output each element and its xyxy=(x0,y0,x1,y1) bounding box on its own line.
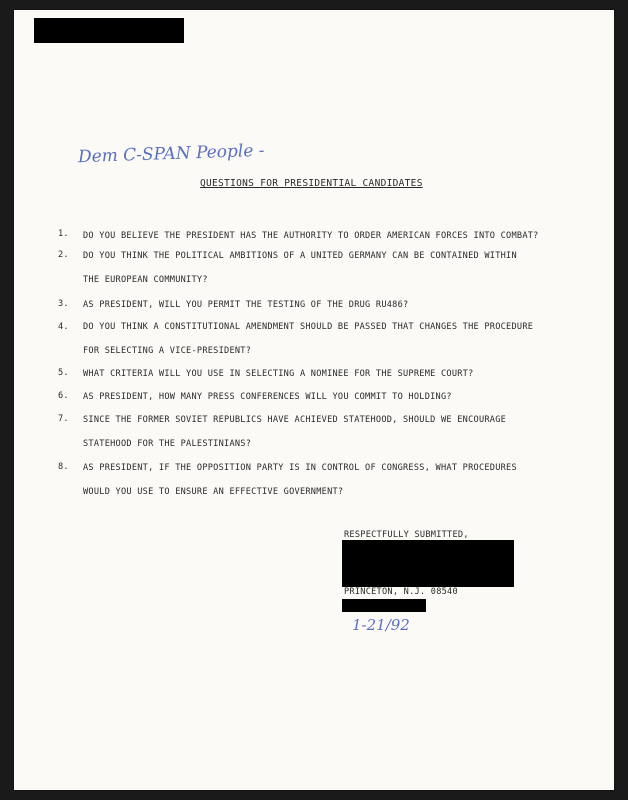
location-line: PRINCETON, N.J. 08540 xyxy=(344,587,458,597)
question-number: 7. xyxy=(58,414,69,424)
question-line: SINCE THE FORMER SOVIET REPUBLICS HAVE ACHIEVED STATEHOOD, SHOULD WE ENCOURAGE xyxy=(83,415,507,425)
question-line: WOULD YOU USE TO ENSURE AN EFFECTIVE GOVERNMENT? xyxy=(83,487,344,497)
question-number: 2. xyxy=(58,250,69,260)
question-line: WHAT CRITERIA WILL YOU USE IN SELECTING A NOMINEE FOR THE SUPREME COURT? xyxy=(83,369,474,379)
question-line: DO YOU THINK A CONSTITUTIONAL AMENDMENT SHOULD BE PASSED THAT CHANGES THE PROCEDURE xyxy=(83,322,534,332)
question-line: AS PRESIDENT, IF THE OPPOSITION PARTY IS IN CONTROL OF CONGRESS, WHAT PROCEDURES xyxy=(83,463,517,473)
question-line: AS PRESIDENT, HOW MANY PRESS CONFERENCES WILL YOU COMMIT TO HOLDING? xyxy=(83,392,452,402)
question-text xyxy=(83,362,474,386)
question-number: 1. xyxy=(58,229,69,239)
question-text xyxy=(83,244,517,292)
handwritten-note: Dem C-SPAN People - xyxy=(77,140,265,168)
question-number: 8. xyxy=(58,462,69,472)
question-text xyxy=(83,293,408,317)
redaction-address xyxy=(342,599,426,612)
handwritten-date: 1-21/92 xyxy=(352,616,410,634)
question-text xyxy=(83,408,506,456)
closing-line: RESPECTFULLY SUBMITTED, xyxy=(344,530,469,540)
redaction-signature xyxy=(342,540,514,587)
question-line: AS PRESIDENT, WILL YOU PERMIT THE TESTING OF THE DRUG RU486? xyxy=(83,300,409,310)
question-text xyxy=(83,315,533,363)
question-line: DO YOU THINK THE POLITICAL AMBITIONS OF A UNITED GERMANY CAN BE CONTAINED WITHIN xyxy=(83,251,517,261)
question-line: FOR SELECTING A VICE-PRESIDENT? xyxy=(83,346,252,356)
question-number: 4. xyxy=(58,322,69,332)
question-number: 3. xyxy=(58,299,69,309)
question-number: 5. xyxy=(58,368,69,378)
question-text xyxy=(83,385,452,409)
question-line: STATEHOOD FOR THE PALESTINIANS? xyxy=(83,439,252,449)
redaction-header xyxy=(34,18,184,43)
question-text xyxy=(83,456,517,504)
document-title: QUESTIONS FOR PRESIDENTIAL CANDIDATES xyxy=(200,178,423,189)
question-number: 6. xyxy=(58,391,69,401)
document-page xyxy=(14,10,614,790)
question-line: DO YOU BELIEVE THE PRESIDENT HAS THE AUTHORITY TO ORDER AMERICAN FORCES INTO COMBAT? xyxy=(83,231,539,241)
question-line: THE EUROPEAN COMMUNITY? xyxy=(83,275,208,285)
